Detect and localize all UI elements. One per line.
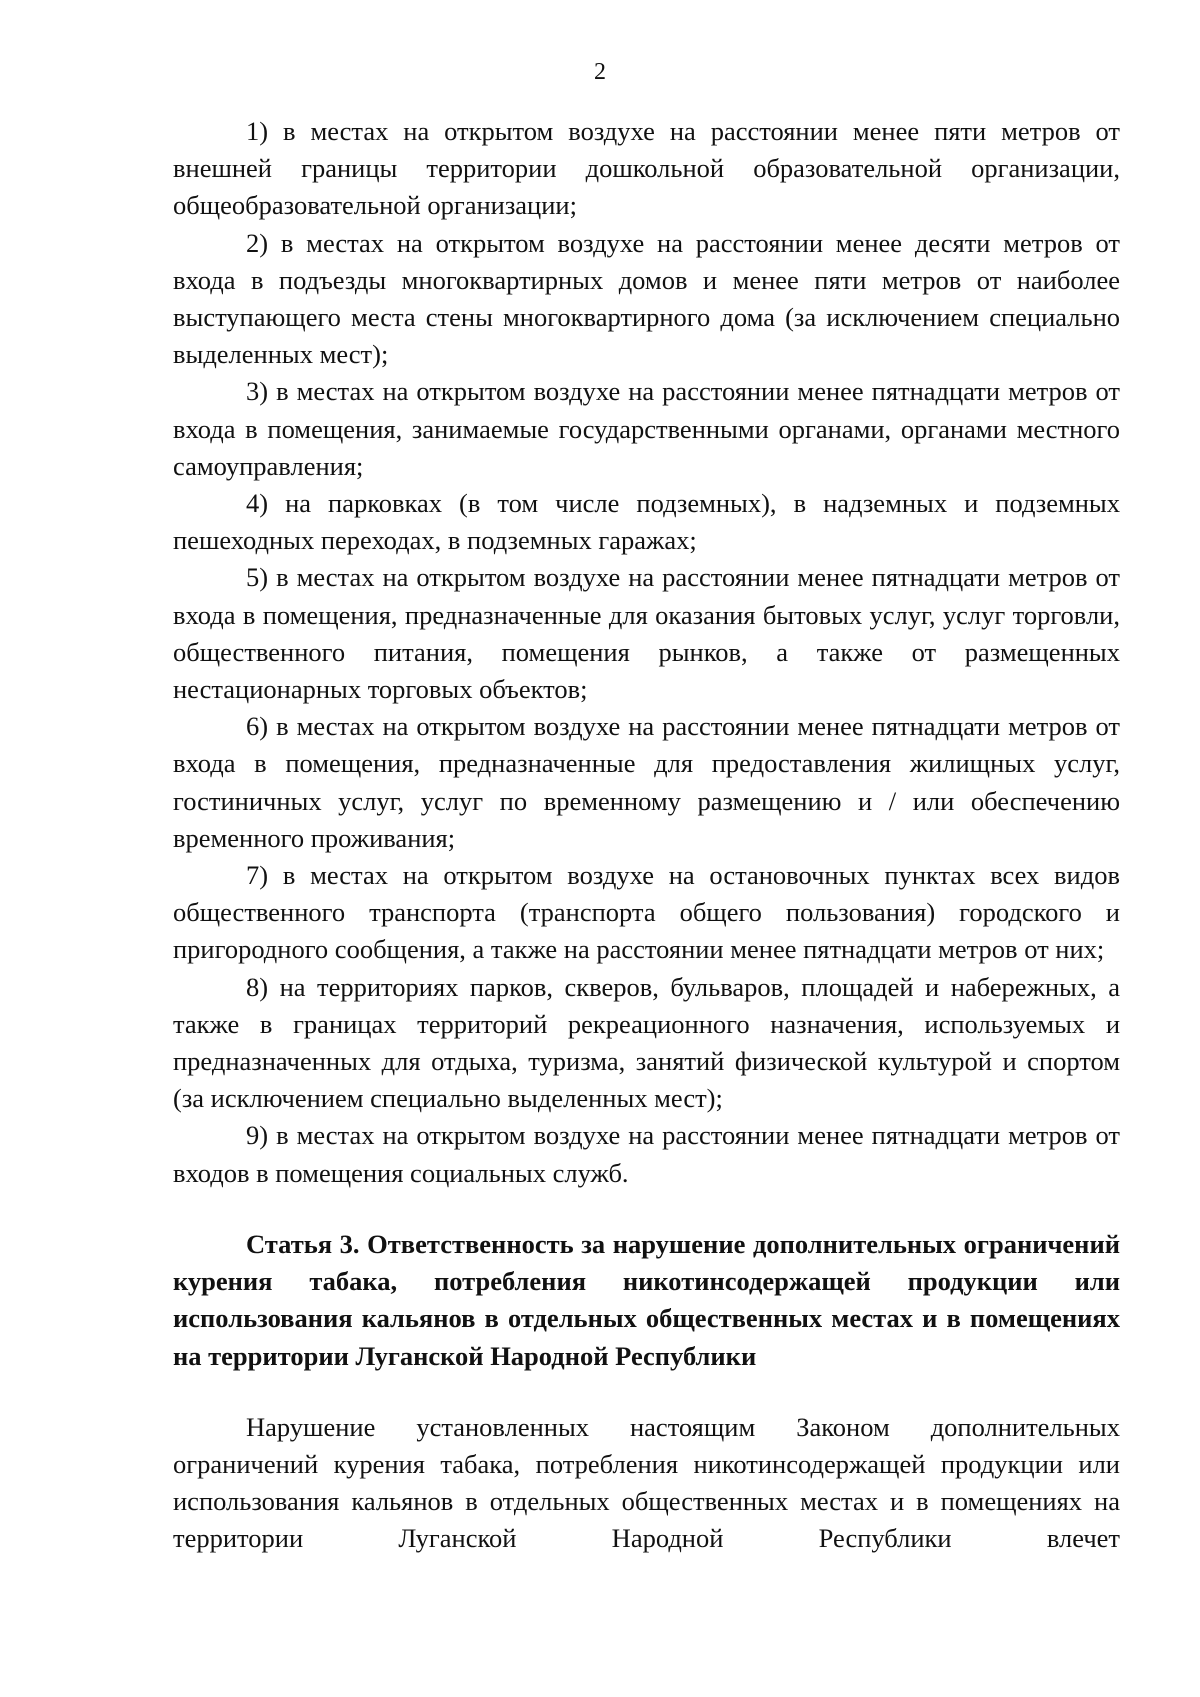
- list-item: 8) на территориях парков, скверов, бульваров, площадей и набережных, а также в границах территорий рекреационного назначения, используемых и предназначенных для отдыха, туризма, занятий физической культурой и спортом (за исключением специально выделенных мест);: [173, 971, 1120, 1114]
- list-item: 6) в местах на открытом воздухе на расстоянии менее пятнадцати метров от входа в помещения, предназначенные для предоставления жилищных услуг, гостиничных услуг, услуг по временному размещению и / или обеспечению временного проживания;: [173, 711, 1120, 853]
- article-heading: Статья 3. Ответственность за нарушение дополнительных ограничений курения табака, потребления никотинсодержащей продукции или использования кальянов в отдельных общественных местах и в помещениях на территории Луганской Народной Республики: [173, 1228, 1120, 1371]
- document-body: [173, 113, 1120, 1558]
- list-item: 1) в местах на открытом воздухе на расстоянии менее пяти метров от внешней границы территории дошкольной образовательной организации, общеобразовательной организации;: [173, 116, 1120, 221]
- list-item: 9) в местах на открытом воздухе на расстоянии менее пятнадцати метров от входов в помещения социальных служб.: [173, 1120, 1120, 1188]
- list-item: 3) в местах на открытом воздухе на расстоянии менее пятнадцати метров от входа в помещения, занимаемые государственными органами, органами местного самоуправления;: [173, 376, 1120, 481]
- article-body: Нарушение установленных настоящим Законом дополнительных ограничений курения табака, потребления никотинсодержащей продукции или использования кальянов в отдельных общественных местах и в помещениях на территории Луганской Народной Республики влечет: [173, 1411, 1120, 1554]
- list-item: 2) в местах на открытом воздухе на расстоянии менее десяти метров от входа в подъезды многоквартирных домов и менее пяти метров от наиболее выступающего места стены многоквартирного дома (за исключением специально выделенных мест);: [173, 227, 1120, 370]
- list-item: 7) в местах на открытом воздухе на остановочных пунктах всех видов общественного транспорта (транспорта общего пользования) городского и пригородного сообщения, а также на расстоянии менее пятнадцати метров от них;: [173, 860, 1120, 965]
- page-number: 2: [594, 59, 606, 85]
- list-item: 5) в местах на открытом воздухе на расстоянии менее пятнадцати метров от входа в помещения, предназначенные для оказания бытовых услуг, услуг торговли, общественного питания, помещения рынков, а также от размещенных нестационарных торговых объектов;: [173, 562, 1120, 705]
- list-item: 4) на парковках (в том числе подземных), в надземных и подземных пешеходных переходах, в подземных гаражах;: [173, 488, 1120, 556]
